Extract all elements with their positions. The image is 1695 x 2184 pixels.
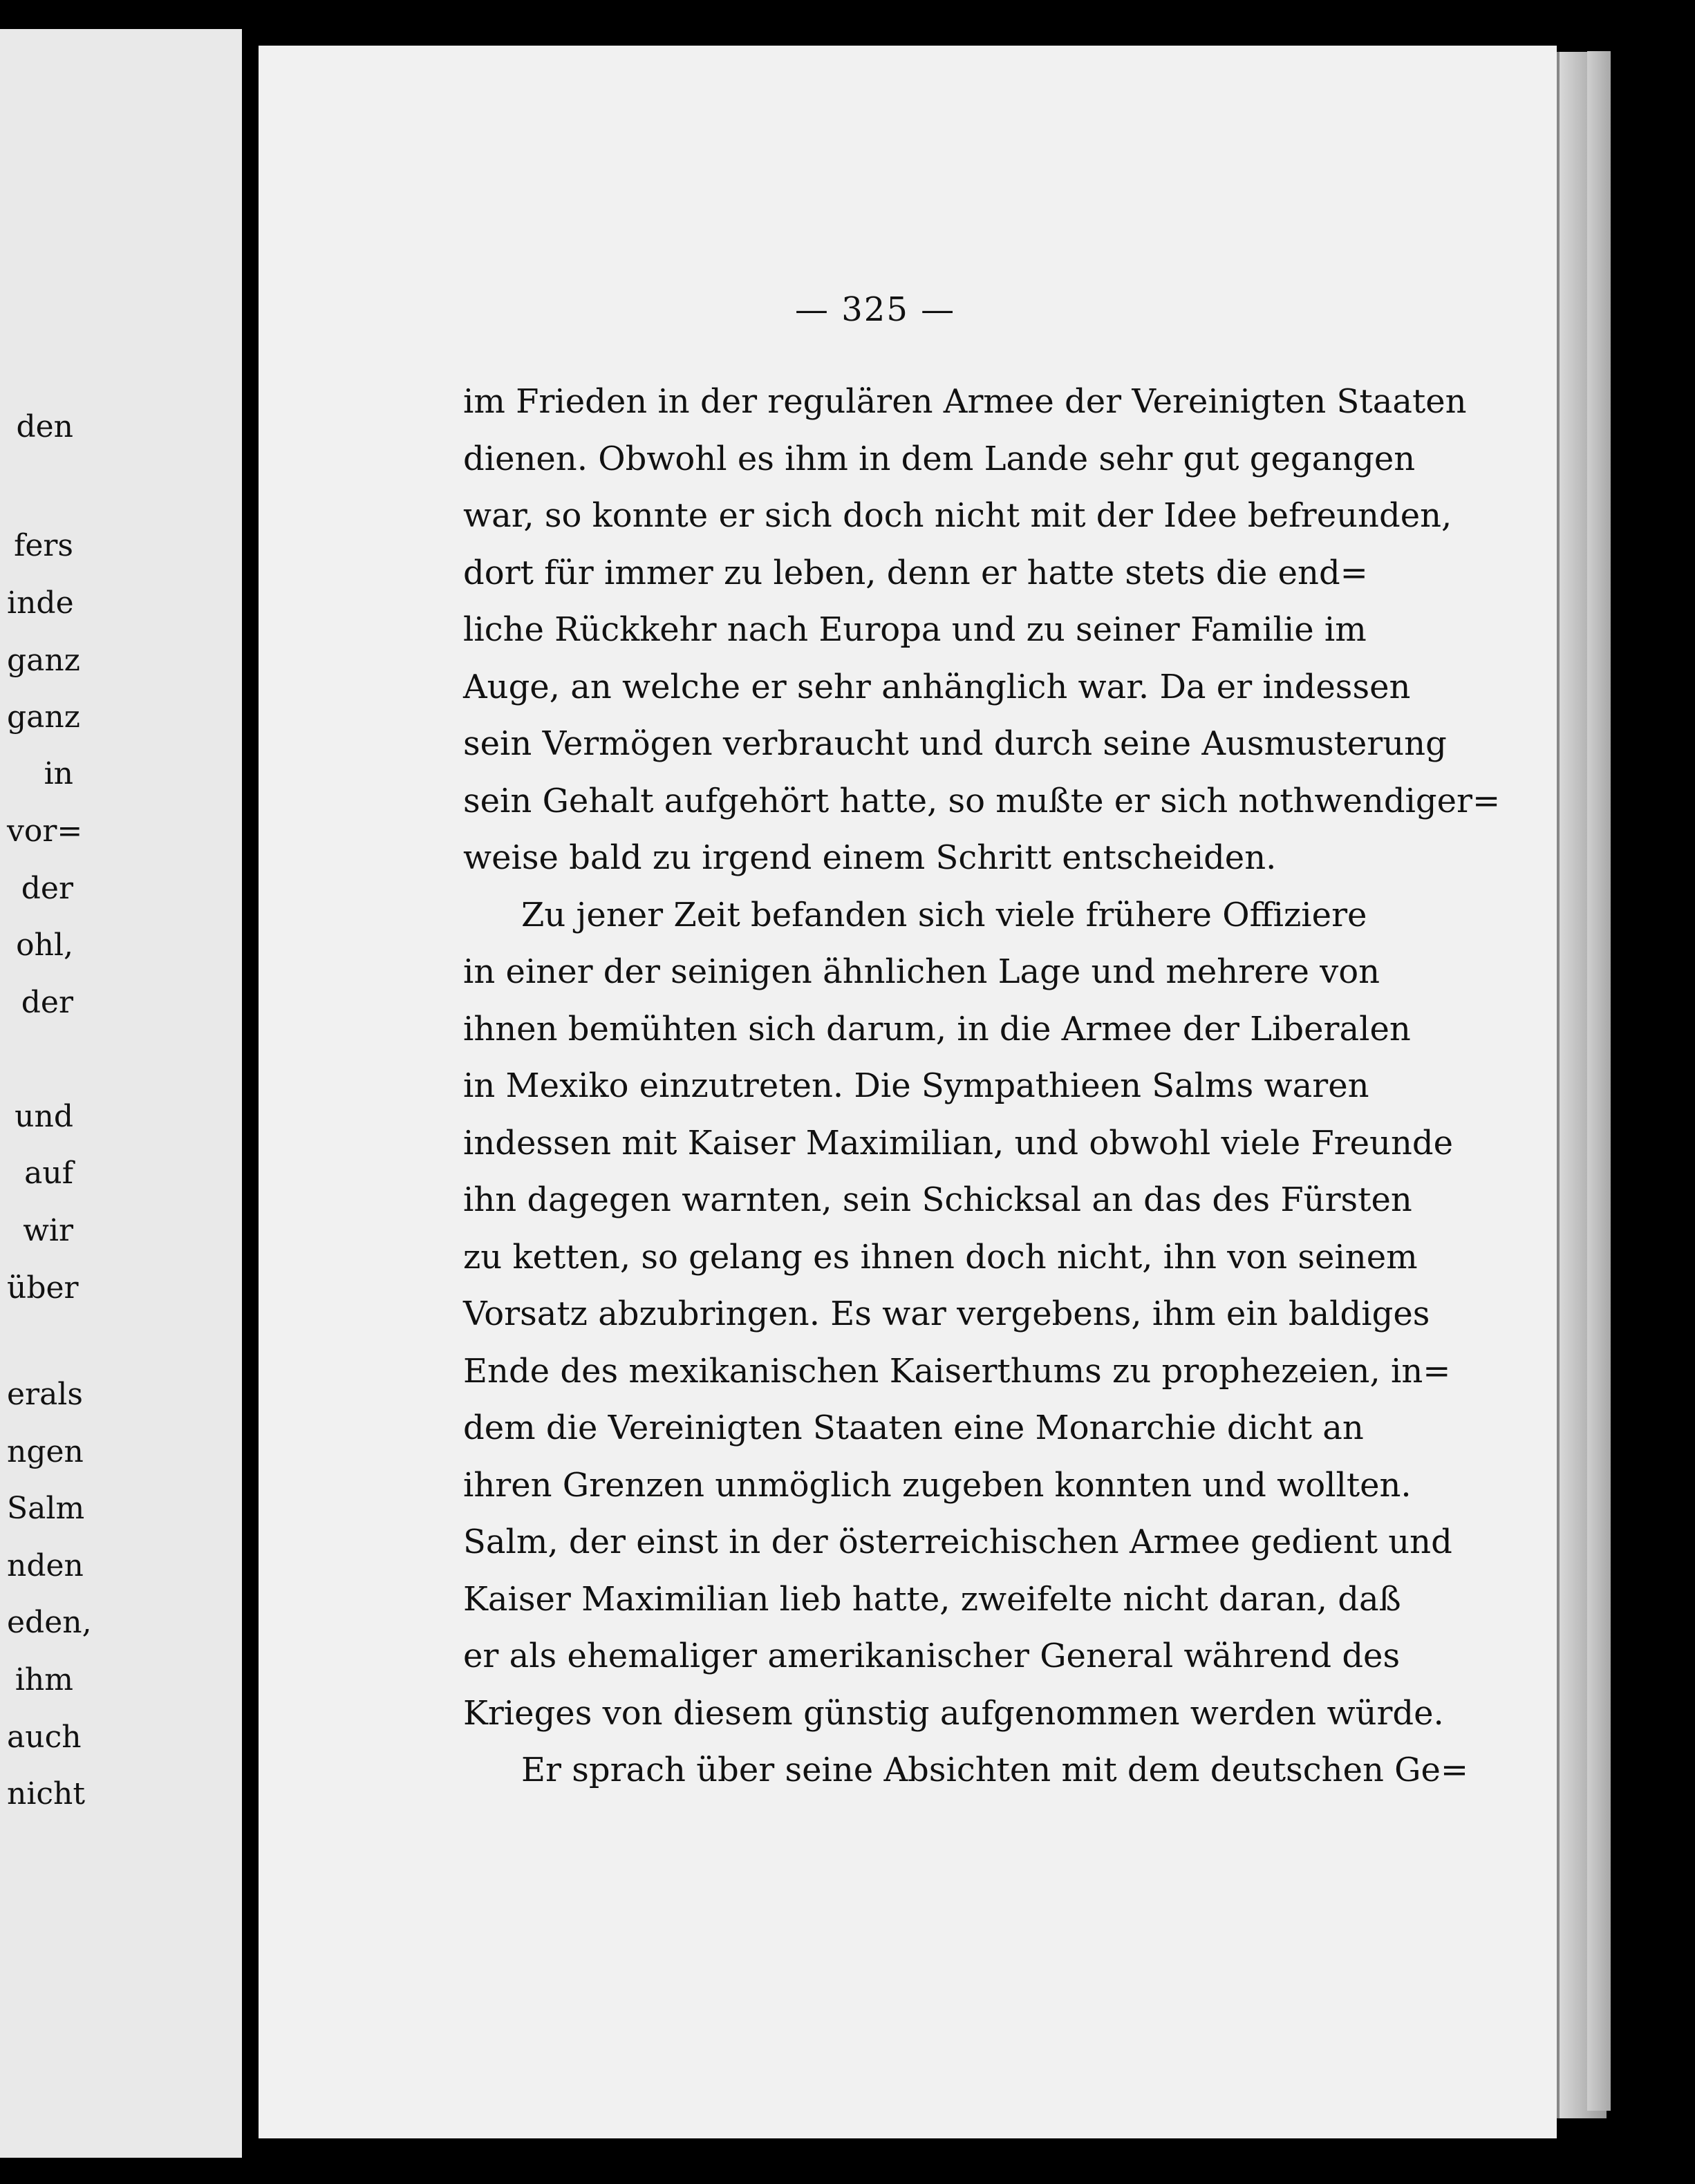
- text-line: Salm, der einst in der österreichischen Armee gedient und: [463, 1523, 1452, 1561]
- left-fragment-line: erals: [7, 1377, 83, 1412]
- text-line: Zu jener Zeit befanden sich viele frühere Offiziere: [521, 895, 1367, 934]
- left-fragment-line: vor=: [7, 813, 83, 849]
- page-edge-stack: [1587, 51, 1611, 2111]
- text-line: Er sprach über seine Absichten mit dem deutschen Ge=: [521, 1751, 1469, 1789]
- left-fragment-line: den: [16, 409, 73, 444]
- text-line: in einer der seinigen ähnlichen Lage und mehrere von: [463, 952, 1380, 991]
- text-line: er als ehemaliger amerikanischer General während des: [463, 1637, 1401, 1675]
- left-fragment-line: ihm: [15, 1662, 73, 1697]
- text-line: sein Gehalt aufgehört hatte, so mußte er sich nothwendiger=: [463, 781, 1501, 820]
- text-line: ihren Grenzen unmöglich zugeben konnten und wollten.: [463, 1465, 1412, 1505]
- text-line: dem die Vereinigten Staaten eine Monarchie dicht an: [463, 1409, 1364, 1447]
- left-fragment-line: eden,: [7, 1605, 92, 1640]
- left-fragment-line: ngen: [7, 1434, 84, 1469]
- left-fragment-line: der: [21, 985, 73, 1020]
- text-line: war, so konnte er sich doch nicht mit der Idee befreunden,: [463, 496, 1452, 535]
- left-fragment-line: fers: [14, 528, 73, 563]
- page-number: — 325 —: [795, 290, 956, 329]
- text-line: sein Vermögen verbraucht und durch seine Ausmusterung: [463, 724, 1447, 763]
- left-fragment-line: wir: [23, 1213, 73, 1248]
- text-line: Ende des mexikanischen Kaiserthums zu prophezeien, in=: [463, 1351, 1451, 1391]
- text-line: indessen mit Kaiser Maximilian, und obwohl viele Freunde: [463, 1123, 1453, 1162]
- left-fragment-line: der: [21, 871, 73, 906]
- text-line: dort für immer zu leben, denn er hatte stets die end=: [463, 553, 1368, 592]
- text-line: zu ketten, so gelang es ihnen doch nicht, ihn von seinem: [463, 1237, 1418, 1277]
- body-text: [463, 373, 1501, 1799]
- text-line: Vorsatz abzubringen. Es war vergebens, ihm ein baldiges: [463, 1295, 1430, 1333]
- book-gutter: [242, 0, 259, 2184]
- text-line: in Mexiko einzutreten. Die Sympathieen Salms waren: [463, 1066, 1369, 1105]
- text-line: ihn dagegen warnten, sein Schicksal an das des Fürsten: [463, 1180, 1412, 1219]
- text-line: Krieges von diesem günstig aufgenommen werden würde.: [463, 1693, 1444, 1733]
- previous-page-fragment: [0, 29, 242, 2158]
- left-fragment-line: inde: [7, 585, 74, 621]
- text-line: liche Rückkehr nach Europa und zu seiner Familie im: [463, 610, 1367, 649]
- left-fragment-line: ohl,: [16, 928, 73, 963]
- left-fragment-line: auf: [24, 1156, 73, 1191]
- text-line: ihnen bemühten sich darum, in die Armee der Liberalen: [463, 1009, 1411, 1048]
- text-line: Auge, an welche er sehr anhänglich war. Da er indessen: [463, 667, 1411, 706]
- left-fragment-line: in: [44, 756, 73, 791]
- left-fragment-line: nicht: [7, 1776, 86, 1811]
- text-line: Kaiser Maximilian lieb hatte, zweifelte nicht daran, daß: [463, 1579, 1401, 1619]
- left-fragment-line: und: [15, 1099, 73, 1134]
- text-line: dienen. Obwohl es ihm in dem Lande sehr gut gegangen: [463, 439, 1416, 478]
- left-fragment-line: auch: [7, 1720, 82, 1755]
- left-fragment-line: ganz: [7, 699, 80, 735]
- left-fragment-line: Salm: [7, 1491, 85, 1526]
- text-line: im Frieden in der regulären Armee der Vereinigten Staaten: [463, 382, 1467, 421]
- left-fragment-line: ganz: [7, 643, 80, 678]
- text-line: weise bald zu irgend einem Schritt entscheiden.: [463, 838, 1277, 877]
- left-fragment-line: über: [7, 1270, 79, 1306]
- left-fragment-line: nden: [7, 1548, 84, 1583]
